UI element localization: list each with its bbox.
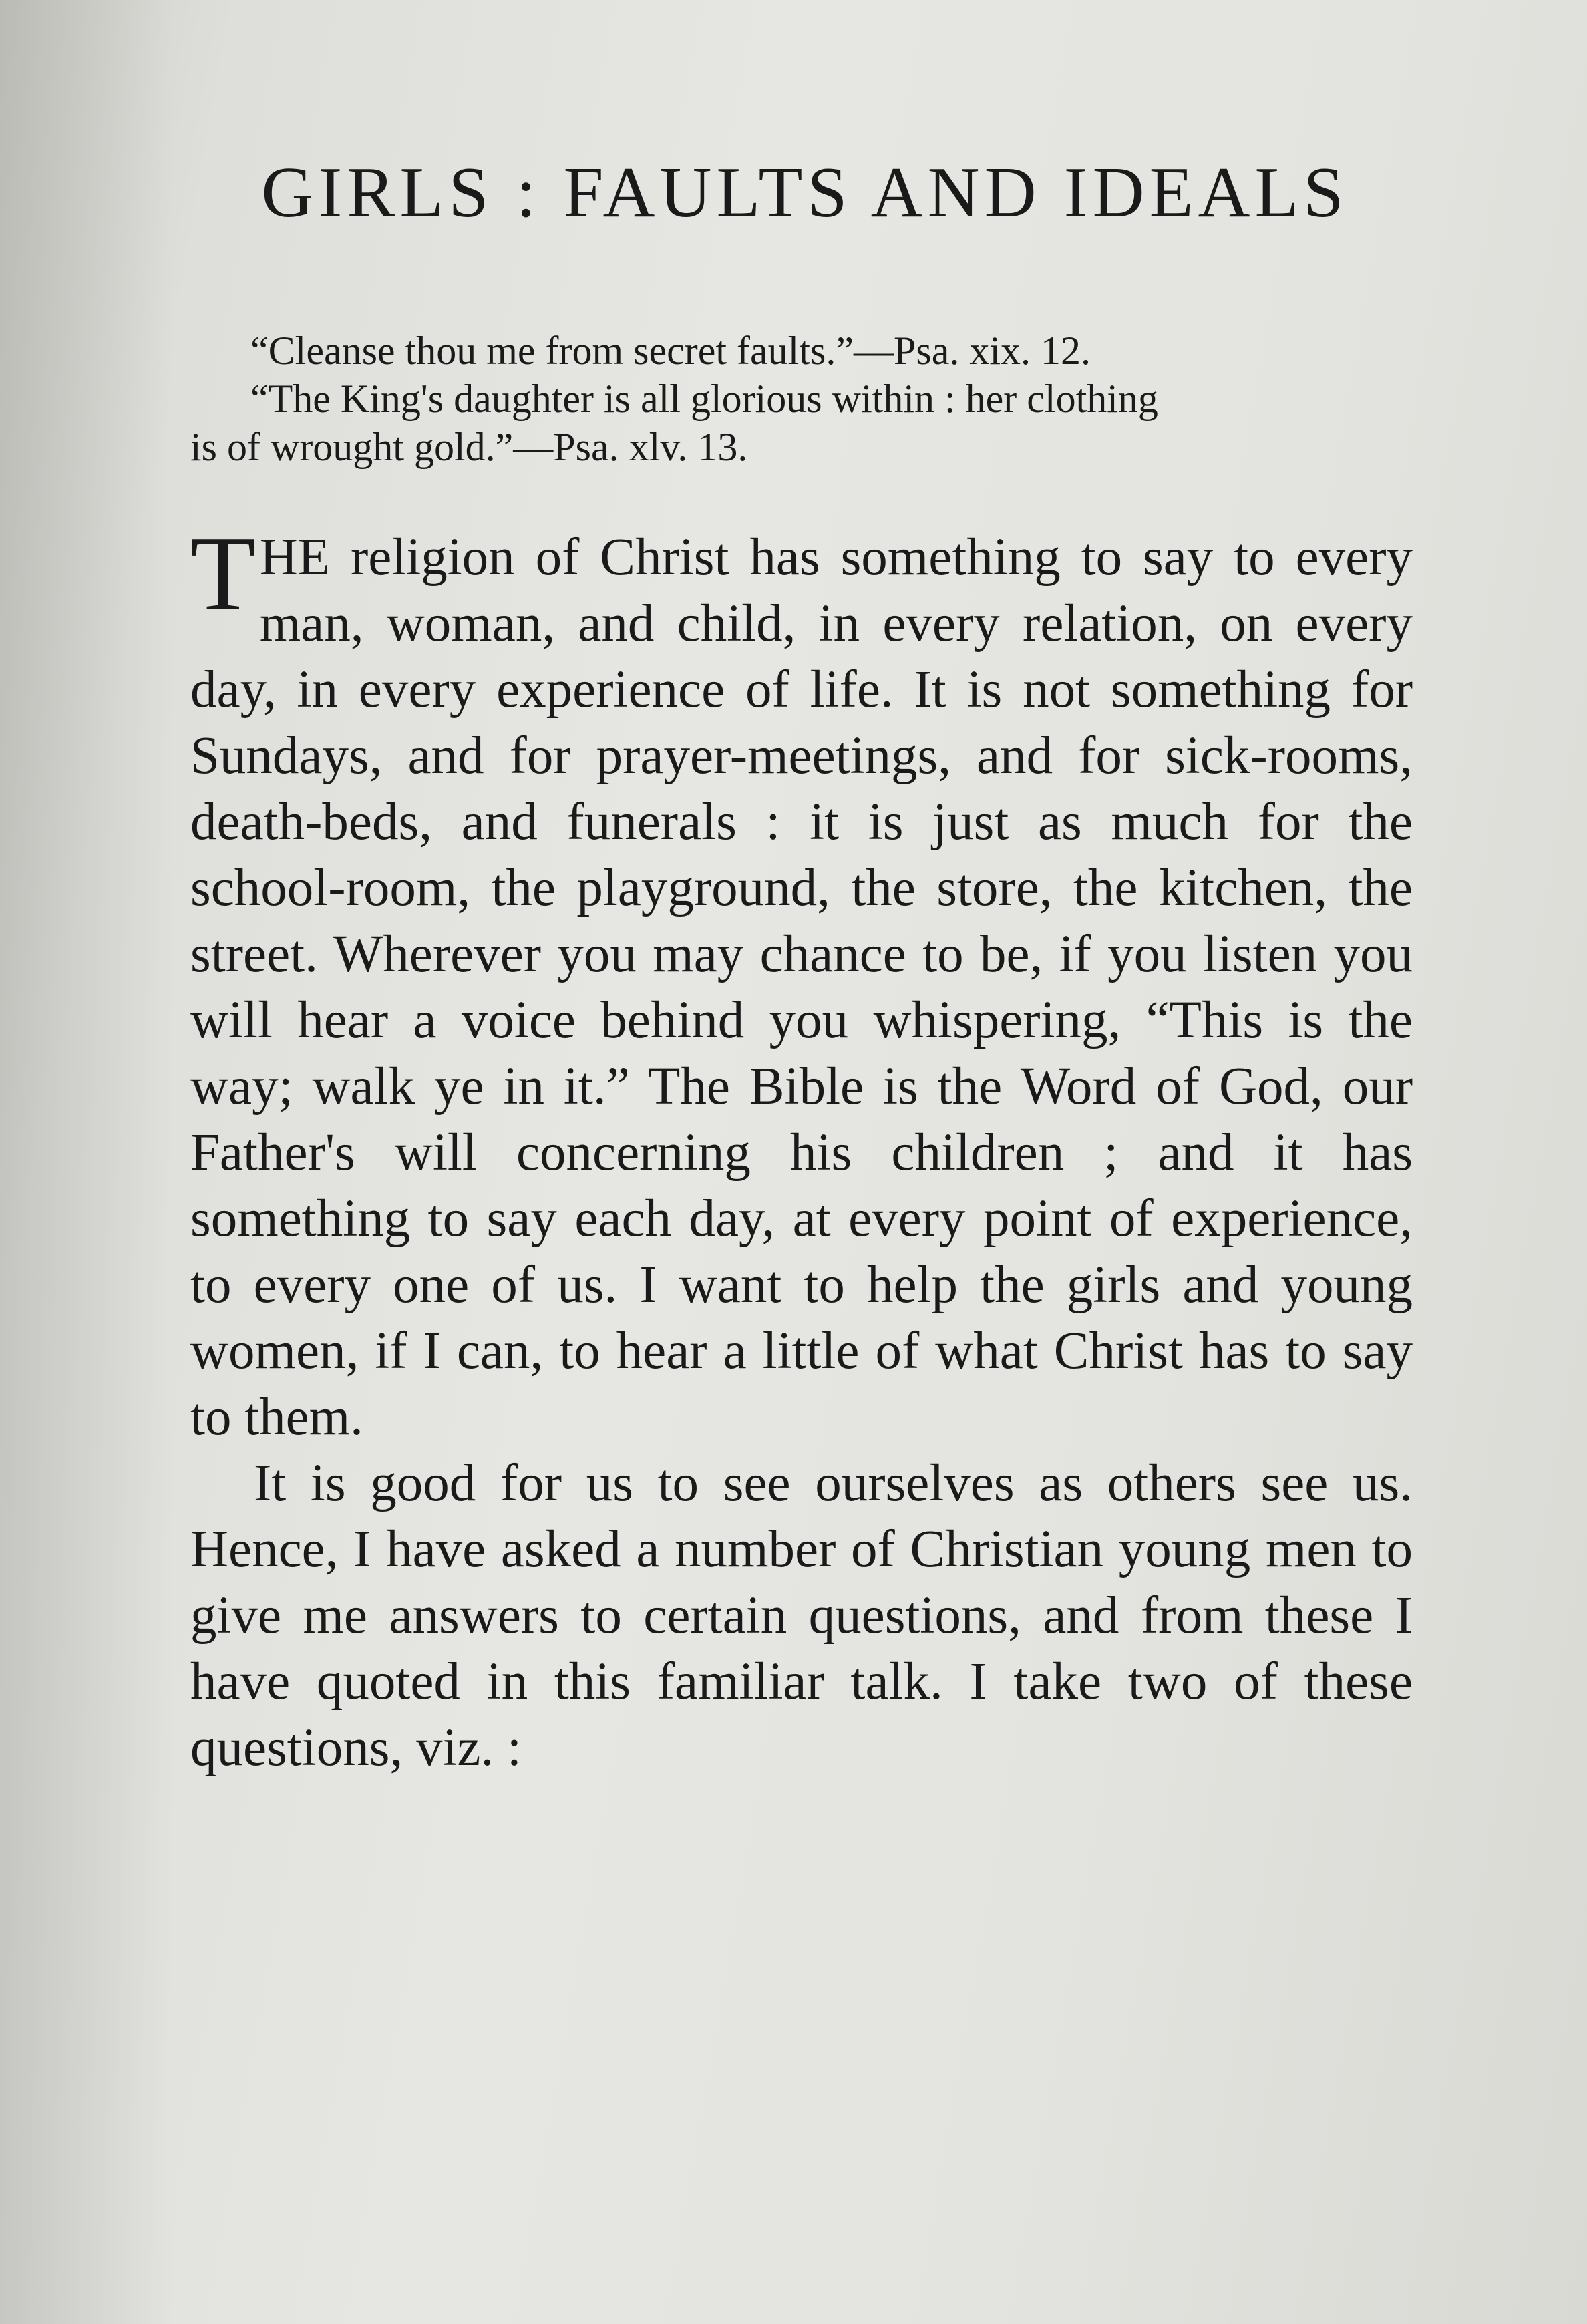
body-text <box>190 513 1413 1781</box>
epigraph <box>190 327 1413 471</box>
drop-cap: T <box>190 513 256 633</box>
page-content <box>190 154 1413 1781</box>
epigraph-line-3: is of wrought gold.”—Psa. xlv. 13. <box>190 424 748 469</box>
page-shadow <box>0 0 174 2324</box>
paragraph-1 <box>190 513 1413 1450</box>
chapter-title: GIRLS : FAULTS AND IDEALS <box>261 153 1349 232</box>
epigraph-line-1: “Cleanse thou me from secret faults.”—Psa. xix. 12. <box>250 328 1091 373</box>
paragraph-2: It is good for us to see ourselves as others see us. Hence, I have asked a number of Christian young men to give me answers to certain questions, and from these I have quoted in this familiar talk. I take two of these questions, viz. : <box>190 1454 1413 1777</box>
paragraph-1-text: HE religion of Christ has something to say to every man, woman, and child, in every relation, on every day, in every experience of life. It is not something for Sundays, and for prayer-meetings, and for sick-rooms, death-beds, and funerals : it is just as much for the school-room, the playground, the store, the kitchen, the street. Wherever you may chance to be, if you listen you will hear a voice behind you whispering, “This is the way; walk ye in it.” The Bible is the Word of God, our Father's will concerning his children ; and it has something to say each day, at every point of experience, to every one of us. I want to help the girls and young women, if I can, to hear a little of what Christ has to say to them. <box>190 528 1413 1446</box>
epigraph-line-2: “The King's daughter is all glorious within : her clothing <box>250 376 1158 421</box>
